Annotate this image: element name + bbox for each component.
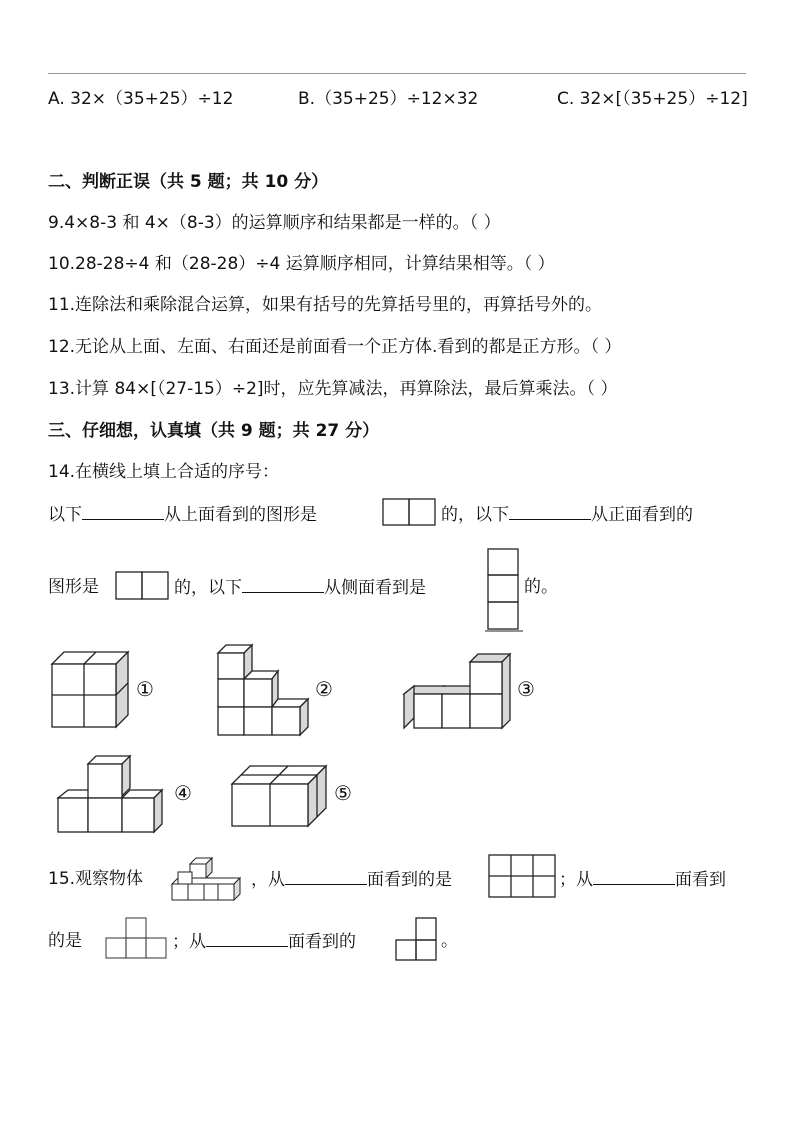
section-2-title: 二、判断正误（共 5 题；共 10 分） [48,172,329,192]
q14-line-1b [441,503,693,526]
q14-text: 以下 [48,505,82,525]
q14-text: 的，以下 [174,578,242,598]
q15-text: ；从 [559,870,593,890]
option-a[interactable]: A. 32×（35+25）÷12 [48,89,234,109]
front-view-two-squares [115,571,171,601]
figure-3-label: ③ [517,677,535,701]
figure-1-label: ① [136,677,154,701]
q15-text: 面看到的是 [367,870,452,890]
q14-line-1 [48,503,317,526]
q15-blank-3[interactable] [206,930,288,947]
option-c[interactable]: C. 32×[（35+25）÷12] [557,89,748,109]
q15-text: 面看到 [675,870,726,890]
figure-3-row-with-tower [402,652,514,730]
q15-text-a: 15.观察物体 [48,869,144,889]
q14-line-2b [174,576,426,599]
q15-line-1 [251,868,452,891]
q14-blank-top[interactable] [82,503,164,520]
q15-view-t-shape [104,916,170,962]
side-view-three-stack [485,548,525,633]
figure-2-staircase [216,643,312,739]
figure-4-t-shape [56,754,166,836]
q14-blank-front[interactable] [509,503,591,520]
q15-line-1b [559,868,726,891]
question-10: 10.28-28÷4 和（28-28）÷4 运算顺序相同，计算结果相等。（ ） [48,254,555,274]
q15-view-3x2-grid [488,854,558,900]
figure-5-flat-block [230,764,330,830]
q15-text-f: 的是 [48,931,82,951]
q15-line-2 [172,930,356,953]
q15-object-figure [170,854,246,902]
figure-1-cube-block [52,652,132,730]
q14-text: 的，以下 [441,505,509,525]
q15-blank-1[interactable] [285,868,367,885]
top-view-two-squares [382,498,438,528]
option-b[interactable]: B.（35+25）÷12×32 [298,89,479,109]
figure-5-label: ⑤ [334,781,352,805]
q14-text: 从上面看到的图形是 [164,505,317,525]
q14-line-2d: 的。 [524,577,558,597]
q14-text: 从侧面看到是 [324,578,426,598]
q15-text: ，从 [251,870,285,890]
q14-line-2a: 图形是 [48,577,99,597]
top-divider [48,73,746,74]
question-13: 13.计算 84×[（27-15）÷2]时，应先算减法，再算除法，最后算乘法。（ ） [48,379,618,399]
q14-text: 从正面看到的 [591,505,693,525]
question-9: 9.4×8-3 和 4×（8-3）的运算顺序和结果都是一样的。（ ） [48,213,501,233]
question-11: 11.连除法和乘除混合运算，如果有括号的先算括号里的，再算括号外的。 [48,295,603,315]
q15-text: 面看到的 [288,932,356,952]
q15-text: ；从 [172,932,206,952]
q15-text-i: 。 [441,931,458,951]
figure-4-label: ④ [174,781,192,805]
q15-blank-2[interactable] [593,868,675,885]
question-14-stem: 14.在横线上填上合适的序号： [48,462,280,482]
section-3-title: 三、仔细想，认真填（共 9 题；共 27 分） [48,421,380,441]
figure-2-label: ② [315,677,333,701]
q15-view-l-shape [394,916,440,964]
q14-blank-side[interactable] [242,576,324,593]
question-12: 12.无论从上面、左面、右面还是前面看一个正方体.看到的都是正方形。（ ） [48,337,622,357]
